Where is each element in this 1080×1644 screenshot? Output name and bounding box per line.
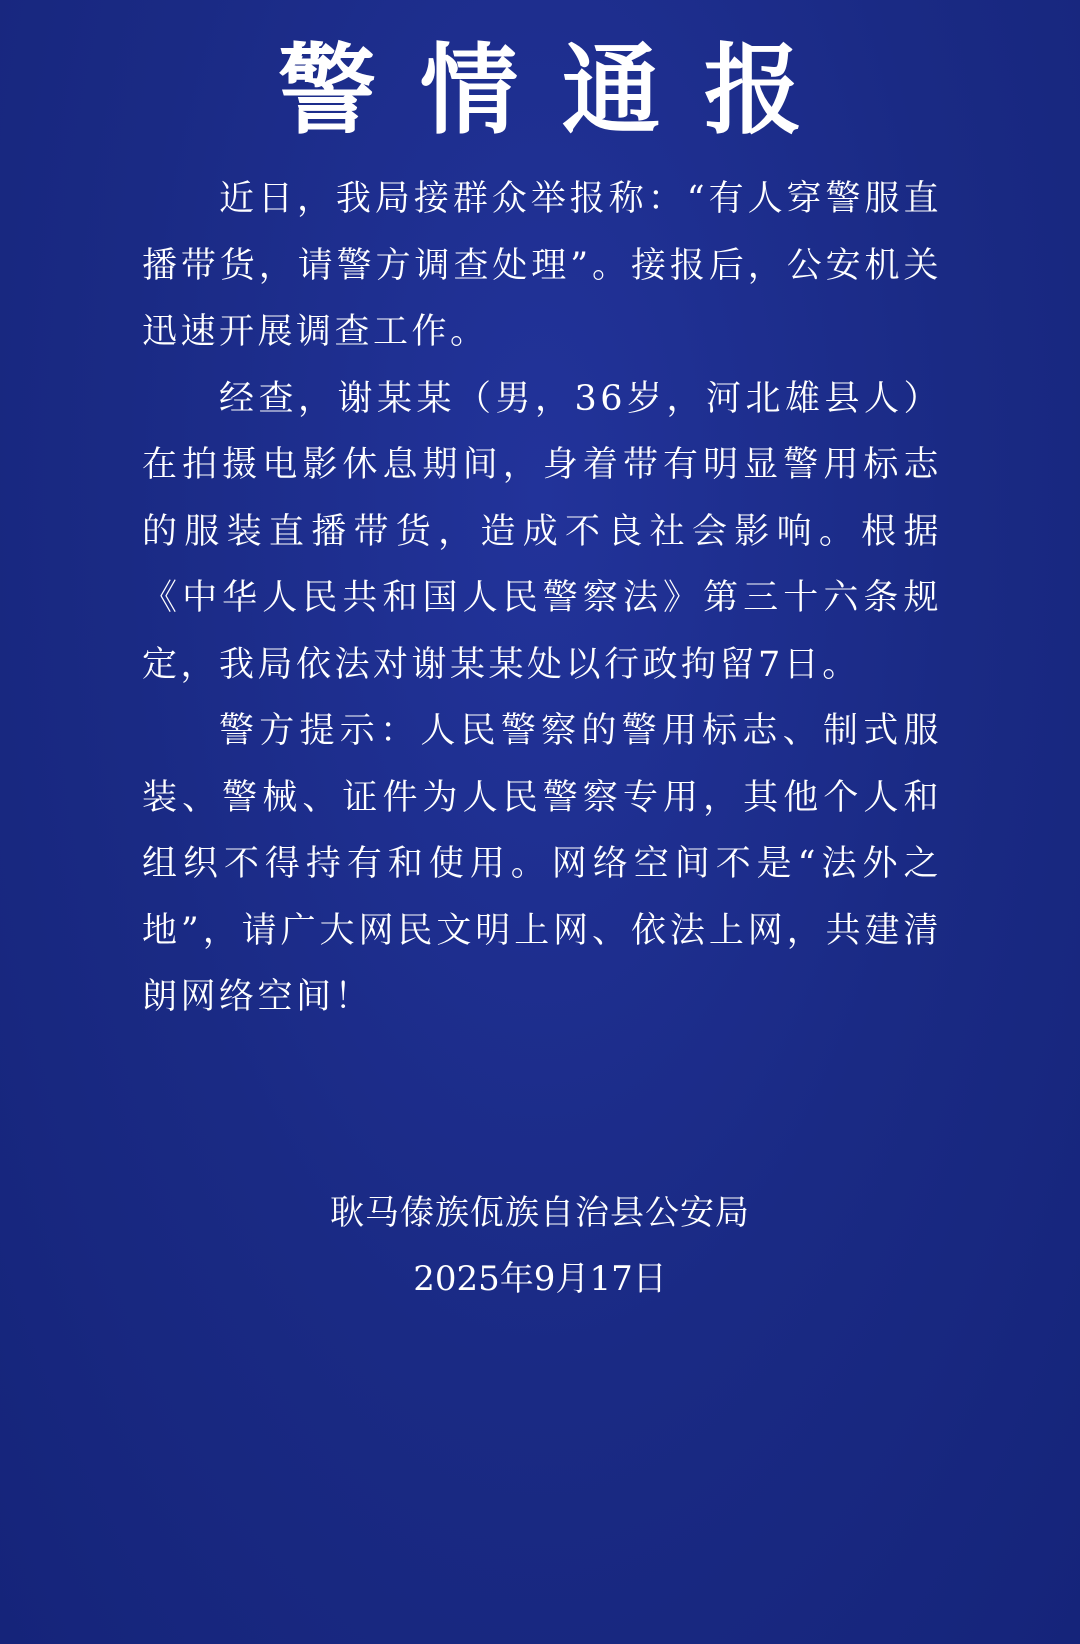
notice-title: 警情通报 [277, 34, 846, 148]
notice-paragraph-report: 近日，我局接群众举报称：“有人穿警服直播带货，请警方调查处理”。接报后，公安机关迅速开展调查工作。 [142, 179, 942, 352]
issue-date: 2025年9月17日 [413, 1259, 667, 1299]
notice-paragraph-police-reminder: 警方提示：人民警察的警用标志、制式服装、警械、证件为人民警察专用，其他个人和组织不得持有和使用。网络空间不是“法外之地”，请广大网民文明上网、依法上网，共建清朗网络空间！ [142, 711, 942, 1017]
notice-paragraph-findings: 经查，谢某某（男，36岁，河北雄县人）在拍摄电影休息期间，身着带有明显警用标志的服装直播带货，造成不良社会影响。根据《中华人民共和国人民警察法》第三十六条规定，我局依法对谢某某处以行政拘留7日。 [142, 378, 942, 685]
notice-signature [0, 1180, 1080, 1312]
notice-body [142, 166, 942, 1031]
issuer-name: 耿马傣族佤族自治县公安局 [330, 1193, 750, 1233]
